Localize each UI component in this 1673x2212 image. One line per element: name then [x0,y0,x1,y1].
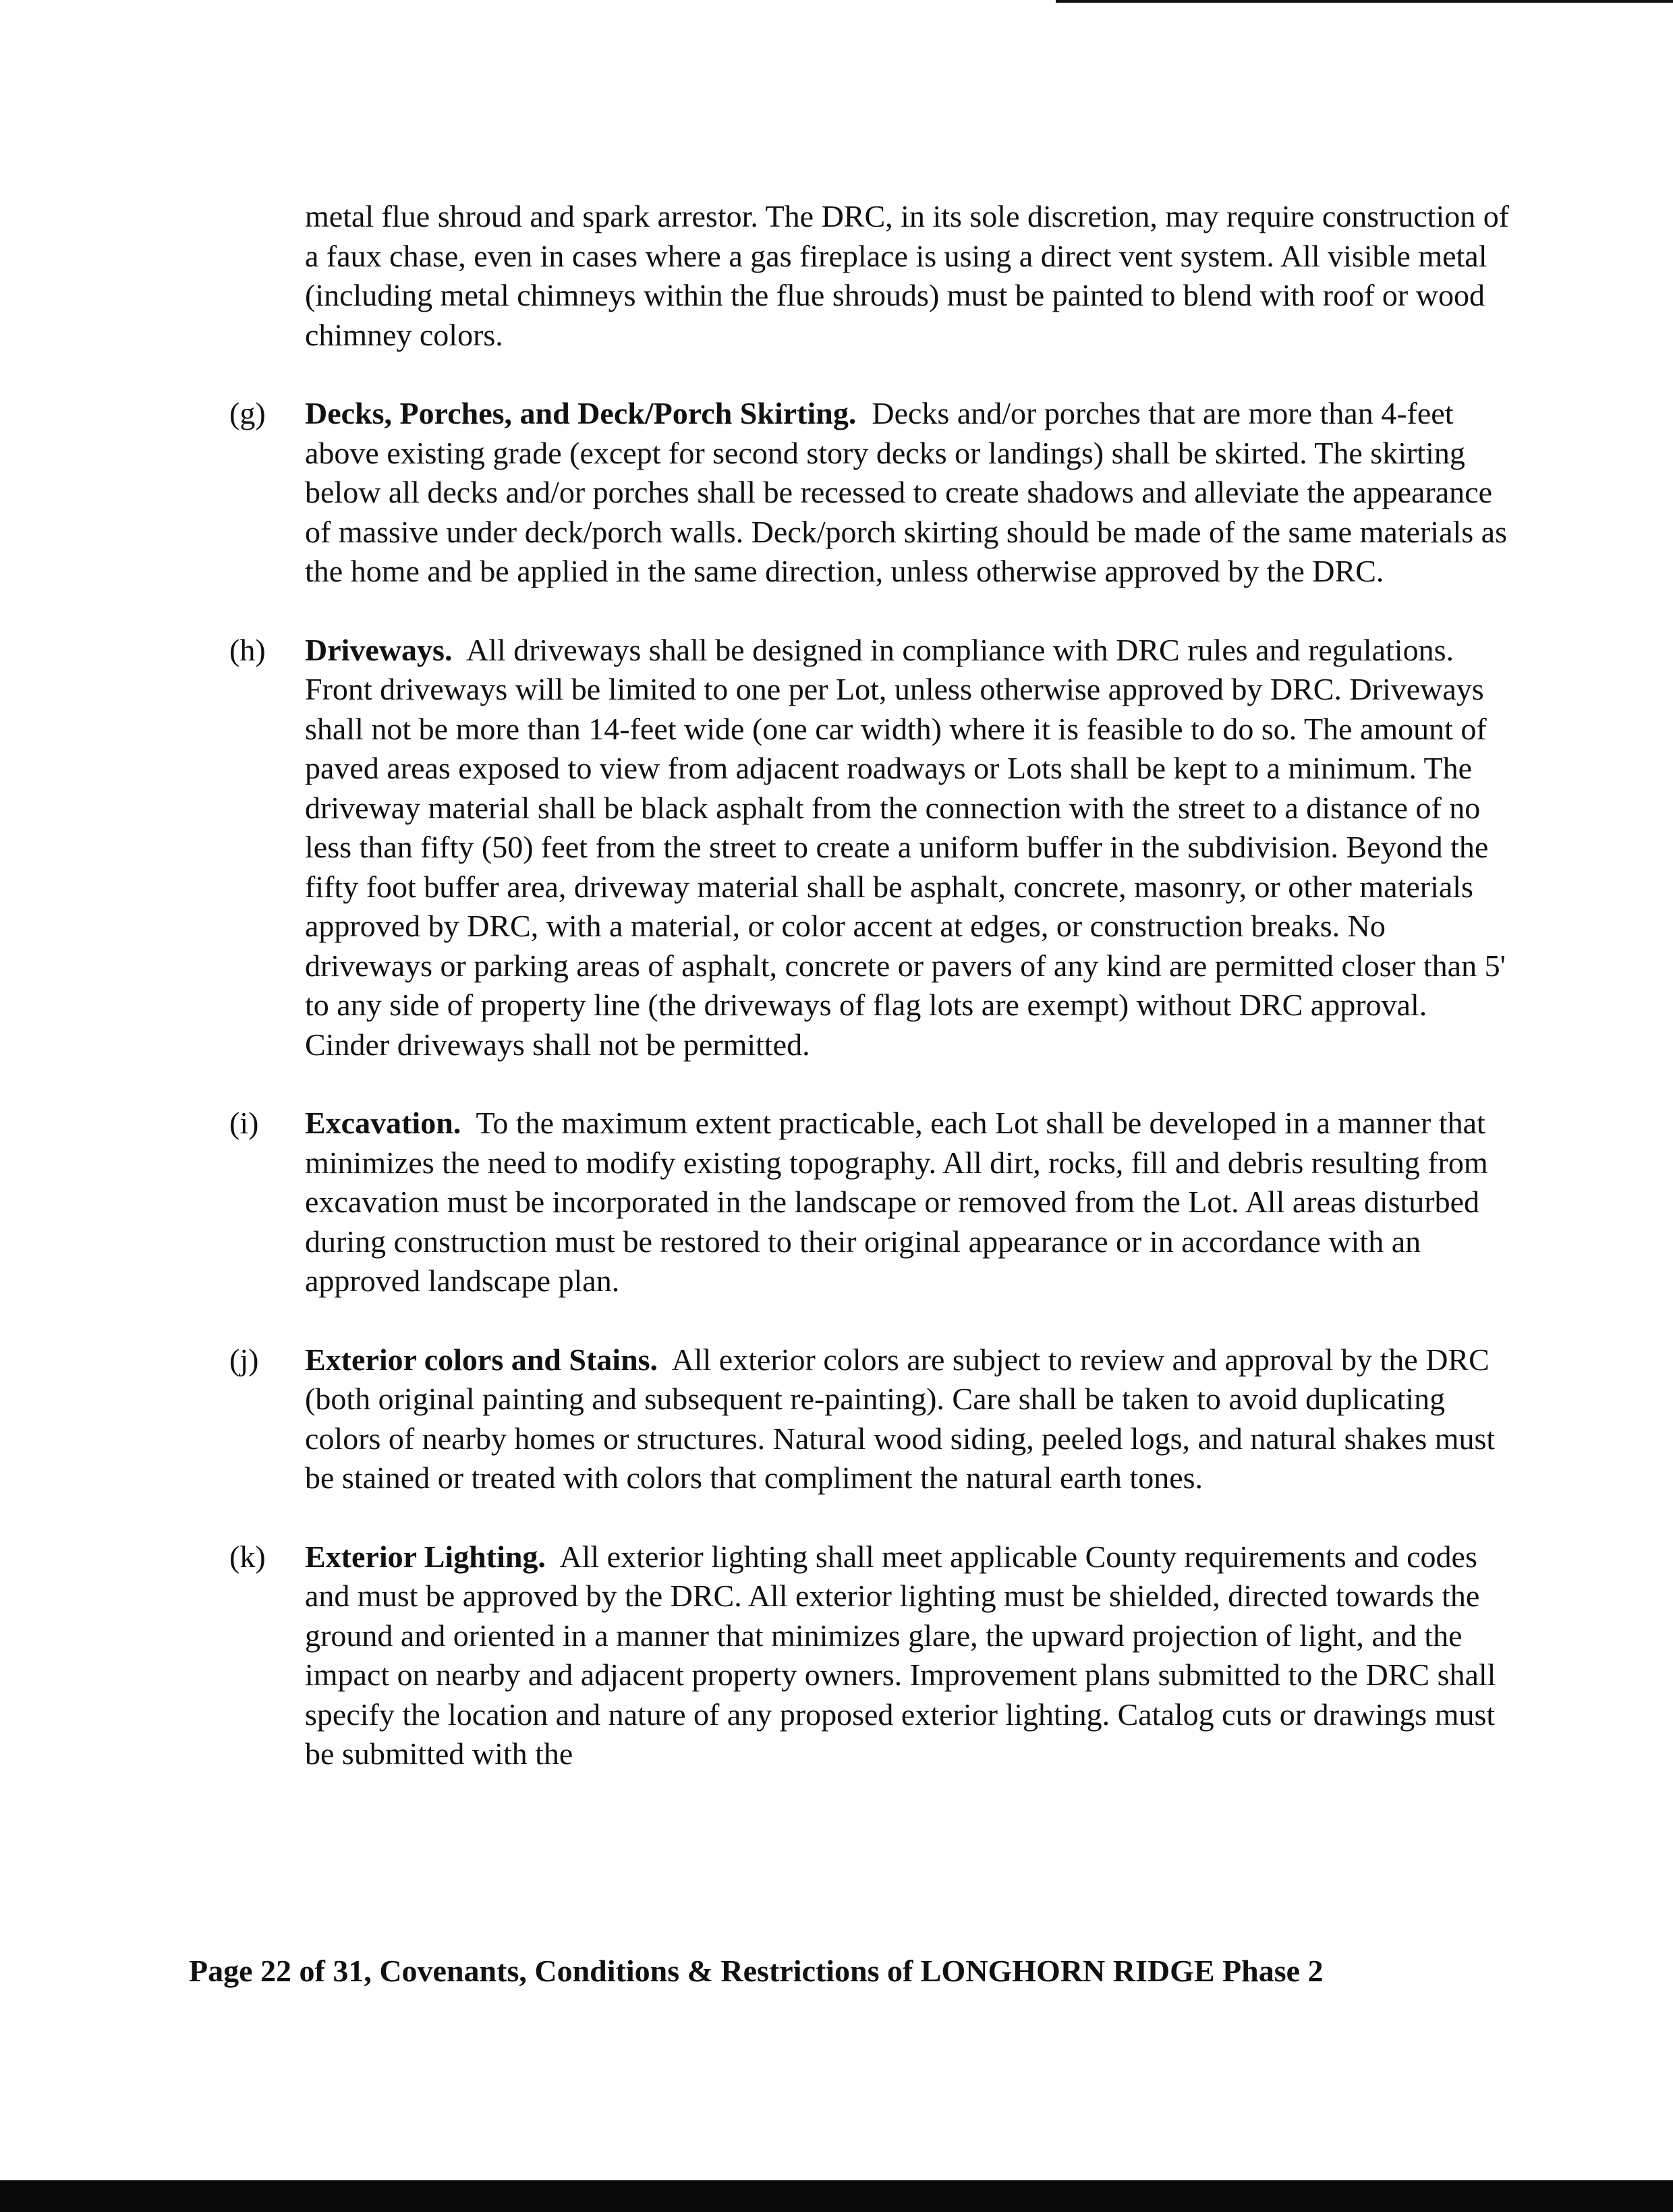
section-body [305,1340,1511,1498]
section-body [305,631,1511,1065]
section-text: To the maximum extent practicable, each Lot shall be developed in a manner that minimizes the need to modify existing topography. All dirt, rocks, fill and debris resulting from excavation must be incorporated in the landscape or removed from the Lot. All areas disturbed during construction must be restored to their original appearance or in accordance with an approved landscape plan. [305,1106,1488,1298]
document-body [229,197,1511,1813]
section-label: (j) [229,1342,259,1377]
section-i [229,1104,1511,1301]
page-footer: Page 22 of 31, Covenants, Conditions & Restrictions of LONGHORN RIDGE Phase 2 [189,1954,1324,1988]
section-heading: Driveways. [305,632,453,667]
bottom-scan-bar [0,2180,1673,2212]
section-heading: Exterior Lighting. [305,1539,546,1574]
continuation-paragraph: metal flue shroud and spark arrestor. The DRC, in its sole discretion, may require construction of a faux chase, even in cases where a gas fireplace is using a direct vent system. All visible metal (including metal chimneys within the flue shrouds) must be painted to blend with roof or wood chimney colors. [305,199,1510,352]
section-text: All exterior lighting shall meet applicable County requirements and codes and must be approved by the DRC. All exterior lighting must be shielded, directed towards the ground and oriented in a manner that minimizes glare, the upward projection of light, and the impact on nearby and adjacent property owners. Improvement plans submitted to the DRC shall specify the location and nature of any proposed exterior lighting. Catalog cuts or drawings must be submitted with the [305,1539,1496,1771]
section-text: Decks and/or porches that are more than 4-feet above existing grade (except for second story decks or landings) shall be skirted. The skirting below all decks and/or porches shall be recessed to create shadows and alleviate the appearance of massive under deck/porch walls. Deck/porch skirting should be made of the same materials as the home and be applied in the same direction, unless otherwise approved by the DRC. [305,396,1507,588]
section-text: All driveways shall be designed in compliance with DRC rules and regulations. Front driveways will be limited to one per Lot, unless otherwise approved by DRC. Driveways shall not be more than 14-feet wide (one car width) where it is feasible to do so. The amount of paved areas exposed to view from adjacent roadways or Lots shall be kept to a minimum. The driveway material shall be black asphalt from the connection with the street to a distance of no less than fifty (50) feet from the street to create a uniform buffer in the subdivision. Beyond the fifty foot buffer area, driveway material shall be asphalt, concrete, masonry, or other materials approved by DRC, with a material, or color accent at edges, or construction breaks. No driveways or parking areas of asphalt, concrete or pavers of any kind are permitted closer than 5' to any side of property line (the driveways of flag lots are exempt) without DRC approval. Cinder driveways shall not be permitted. [305,632,1506,1062]
section-j [229,1340,1511,1498]
section-heading: Excavation. [305,1106,461,1140]
section-text: All exterior colors are subject to review and approval by the DRC (both original painting and subsequent re-painting). Care shall be taken to avoid duplicating colors of nearby homes or structures. Natural wood siding, peeled logs, and natural shakes must be stained or treated with colors that compliment the natural earth tones. [305,1342,1496,1495]
section-label: (g) [229,396,266,430]
section-label: (k) [229,1539,266,1574]
section-label: (i) [229,1106,259,1140]
section-h [229,631,1511,1065]
section-g [229,394,1511,592]
section-label: (h) [229,632,266,667]
section-body [305,1104,1511,1301]
section-heading: Exterior colors and Stains. [305,1342,658,1377]
section-k [229,1537,1511,1774]
section-body [305,1537,1511,1774]
section-heading: Decks, Porches, and Deck/Porch Skirting. [305,396,857,430]
top-edge-rule [1056,0,1673,3]
section-body [305,394,1511,592]
